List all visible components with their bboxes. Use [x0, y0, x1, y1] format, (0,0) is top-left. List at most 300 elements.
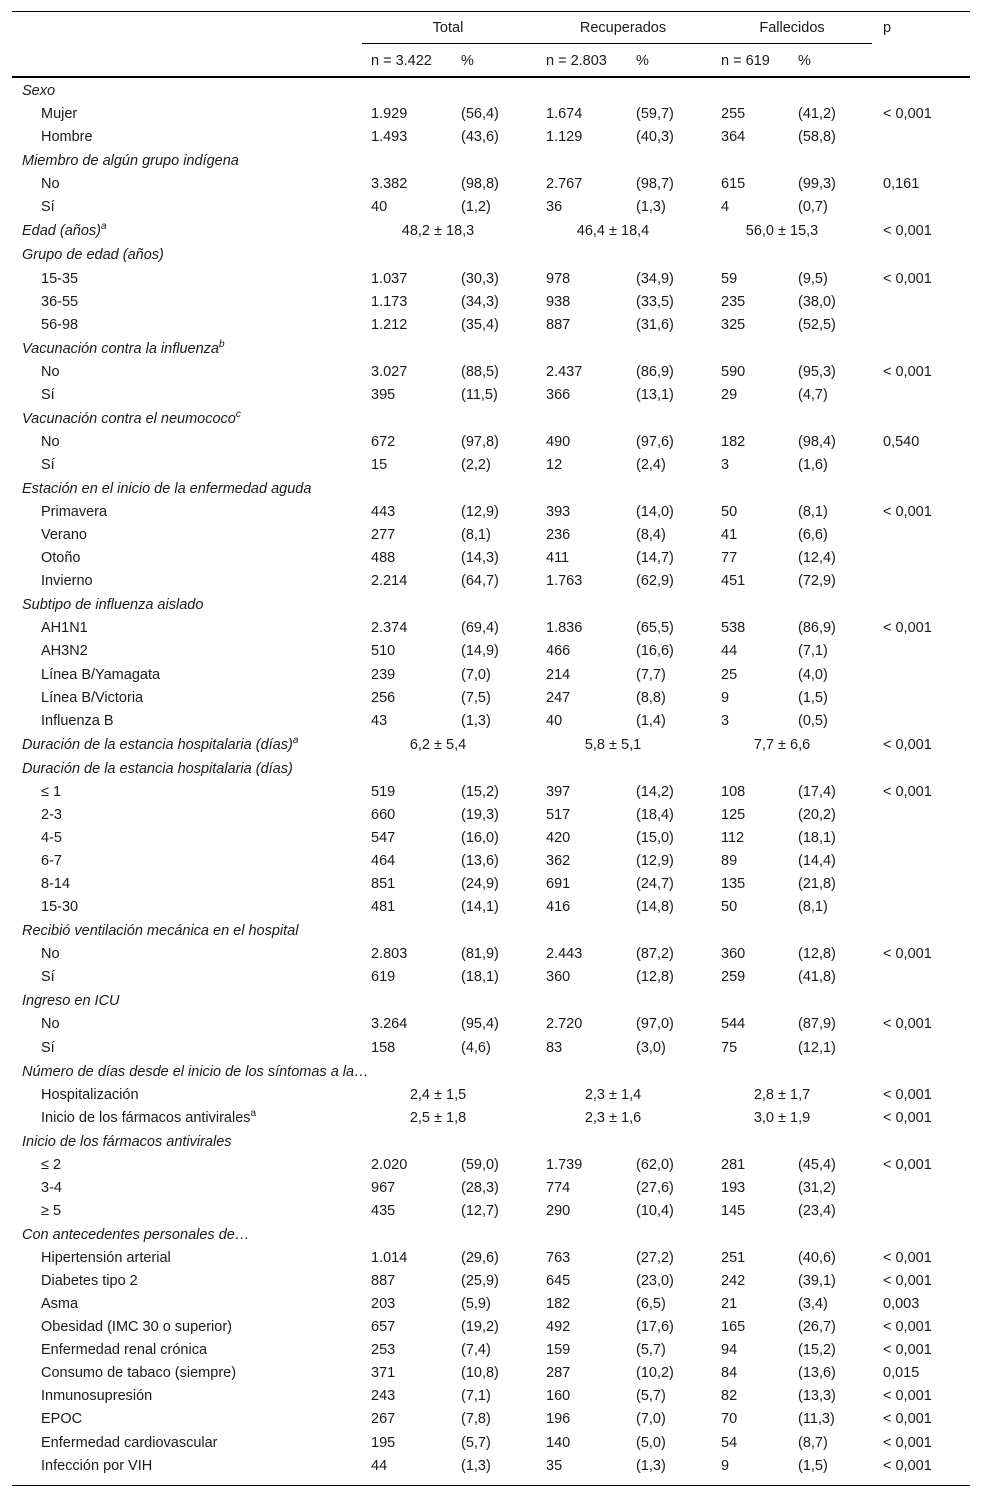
percent-cell: (34,3) — [461, 293, 499, 310]
percent-cell: (19,3) — [461, 806, 499, 823]
group-label: Estación en el inicio de la enfermedad aguda — [22, 481, 312, 497]
mean-sd-cell: 48,2 ± 18,3 — [401, 223, 475, 240]
count-cell: 239 — [371, 666, 396, 683]
count-cell: 2.803 — [371, 946, 408, 963]
percent-cell: (97,8) — [461, 433, 499, 450]
row-label: 36-55 — [41, 293, 79, 310]
percent-cell: (95,3) — [798, 363, 836, 380]
count-cell: 435 — [371, 1202, 396, 1219]
percent-cell: (87,9) — [798, 1016, 836, 1033]
mean-sd-cell: 56,0 ± 15,3 — [745, 223, 819, 240]
percent-cell: (59,7) — [636, 106, 674, 123]
percent-cell: (64,7) — [461, 573, 499, 590]
row-label: Influenza B — [41, 712, 114, 729]
mean-sd-cell: 6,2 ± 5,4 — [409, 736, 467, 753]
row-label: Infección por VIH — [41, 1457, 153, 1474]
row-label: Obesidad (IMC 30 o superior) — [41, 1319, 232, 1336]
footnote-marker: a — [250, 1107, 257, 1119]
count-cell: 416 — [546, 899, 571, 916]
percent-cell: (1,3) — [461, 1457, 491, 1474]
percent-cell: (86,9) — [798, 620, 836, 637]
count-cell: 517 — [546, 806, 571, 823]
percent-cell: (11,3) — [798, 1411, 835, 1428]
p-value-cell: < 0,001 — [883, 946, 932, 963]
count-cell: 25 — [721, 666, 738, 683]
percent-cell: (52,5) — [798, 316, 836, 333]
percent-cell: (97,6) — [636, 433, 674, 450]
row-label: Verano — [41, 527, 87, 544]
percent-cell: (14,9) — [461, 643, 499, 660]
count-cell: 135 — [721, 876, 746, 892]
count-cell: 590 — [721, 363, 746, 380]
count-cell: 182 — [721, 433, 746, 450]
percent-cell: (10,2) — [636, 1365, 674, 1382]
percent-cell: (0,7) — [798, 199, 828, 216]
count-cell: 411 — [546, 550, 570, 567]
count-cell: 44 — [371, 1457, 388, 1474]
percent-cell: (7,7) — [636, 666, 666, 683]
percent-cell: (14,7) — [636, 550, 674, 567]
p-value-cell: 0,540 — [883, 433, 920, 450]
count-cell: 466 — [546, 643, 571, 660]
count-cell: 40 — [371, 199, 388, 216]
count-cell: 236 — [546, 527, 571, 544]
row-label: Sí — [41, 969, 55, 986]
count-cell: 2.020 — [371, 1156, 408, 1173]
percent-cell: (4,6) — [461, 1039, 491, 1056]
header-total-pct: % — [461, 53, 474, 69]
mean-sd-cell: 2,4 ± 1,5 — [409, 1086, 467, 1103]
row-label: Enfermedad cardiovascular — [41, 1434, 218, 1451]
header-fallecidos-pct: % — [798, 53, 811, 69]
count-cell: 2.767 — [546, 176, 583, 193]
count-cell: 251 — [721, 1250, 746, 1266]
mean-sd-cell: 2,3 ± 1,4 — [584, 1086, 642, 1103]
count-cell: 214 — [546, 666, 571, 683]
p-value-cell: 0,015 — [883, 1365, 920, 1382]
percent-cell: (5,0) — [636, 1434, 666, 1451]
percent-cell: (97,0) — [636, 1016, 674, 1033]
count-cell: 978 — [546, 270, 571, 287]
count-cell: 3.027 — [371, 363, 408, 380]
percent-cell: (8,1) — [798, 899, 828, 916]
count-cell: 242 — [721, 1273, 746, 1290]
percent-cell: (18,1) — [798, 829, 836, 846]
count-cell: 691 — [546, 876, 571, 892]
percent-cell: (33,5) — [636, 293, 674, 310]
percent-cell: (7,1) — [798, 643, 828, 660]
count-cell: 35 — [546, 1457, 563, 1474]
row-label: Enfermedad renal crónica — [41, 1342, 208, 1359]
row-label: No — [41, 946, 60, 963]
group-label: Número de días desde el inicio de los síntomas a la… — [22, 1063, 369, 1080]
count-cell: 2.720 — [546, 1016, 583, 1033]
percent-cell: (28,3) — [461, 1179, 499, 1196]
header-total: Total — [432, 20, 464, 36]
count-cell: 94 — [721, 1342, 738, 1359]
count-cell: 360 — [546, 969, 571, 986]
count-cell: 203 — [371, 1296, 396, 1313]
count-cell: 464 — [371, 853, 396, 869]
percent-cell: (12,9) — [461, 504, 499, 521]
count-cell: 544 — [721, 1016, 746, 1033]
count-cell: 82 — [721, 1388, 738, 1405]
percent-cell: (98,4) — [798, 433, 836, 450]
count-cell: 774 — [546, 1179, 571, 1196]
count-cell: 443 — [371, 504, 396, 521]
row-label: No — [41, 433, 60, 450]
count-cell: 59 — [721, 270, 738, 287]
row-label: Línea B/Victoria — [41, 689, 144, 706]
mean-sd-cell: 5,8 ± 5,1 — [584, 736, 642, 753]
header-fallecidos: Fallecidos — [759, 20, 825, 36]
percent-cell: (95,4) — [461, 1016, 499, 1033]
count-cell: 364 — [721, 129, 746, 146]
count-cell: 112 — [721, 829, 745, 846]
count-cell: 1.674 — [546, 106, 583, 123]
percent-cell: (7,5) — [461, 689, 491, 706]
header-recuperados-pct: % — [636, 53, 649, 69]
percent-cell: (1,3) — [461, 712, 491, 729]
mean-sd-cell: 2,3 ± 1,6 — [584, 1109, 642, 1126]
count-cell: 2.443 — [546, 946, 583, 963]
row-label: EPOC — [41, 1411, 83, 1428]
p-value-cell: < 0,001 — [883, 1016, 932, 1033]
percent-cell: (13,6) — [461, 853, 499, 869]
count-cell: 1.763 — [546, 573, 583, 590]
percent-cell: (3,0) — [636, 1039, 666, 1056]
percent-cell: (26,7) — [798, 1319, 836, 1336]
percent-cell: (35,4) — [461, 316, 499, 333]
percent-cell: (2,2) — [461, 457, 491, 473]
count-cell: 83 — [546, 1039, 563, 1056]
table-bottom-rule — [12, 1485, 970, 1486]
count-cell: 235 — [721, 293, 746, 310]
row-label: Inmunosupresión — [41, 1388, 153, 1405]
group-label: Vacunación contra la influenza$^b$ — [22, 338, 225, 357]
row-label: Consumo de tabaco (siempre) — [41, 1365, 237, 1382]
count-cell: 44 — [721, 643, 738, 660]
count-cell: 490 — [546, 433, 571, 450]
p-value-cell: < 0,001 — [883, 1457, 932, 1474]
count-cell: 371 — [371, 1365, 396, 1382]
percent-cell: (20,2) — [798, 806, 836, 823]
count-cell: 195 — [371, 1434, 396, 1451]
percent-cell: (15,2) — [461, 783, 499, 800]
group-label: Vacunación contra el neumococo$^c$ — [22, 408, 241, 427]
percent-cell: (16,6) — [636, 643, 674, 660]
count-cell: 1.014 — [371, 1250, 408, 1266]
group-label: Edad (años)$^a$ — [22, 221, 107, 240]
percent-cell: (18,4) — [636, 806, 674, 823]
p-value-cell: 0,161 — [883, 176, 920, 193]
count-cell: 77 — [721, 550, 738, 567]
count-cell: 451 — [721, 573, 746, 590]
count-cell: 140 — [546, 1434, 571, 1451]
percent-cell: (41,8) — [798, 969, 836, 986]
count-cell: 887 — [371, 1273, 396, 1290]
row-label: No — [41, 176, 60, 193]
percent-cell: (1,6) — [798, 457, 828, 473]
group-label: Duración de la estancia hospitalaria (días) — [22, 760, 293, 777]
count-cell: 660 — [371, 806, 396, 823]
percent-cell: (7,1) — [461, 1388, 491, 1405]
percent-cell: (62,9) — [636, 573, 674, 590]
count-cell: 672 — [371, 433, 396, 450]
count-cell: 619 — [371, 969, 396, 986]
count-cell: 3.382 — [371, 176, 408, 193]
percent-cell: (39,1) — [798, 1273, 836, 1290]
count-cell: 420 — [546, 829, 571, 846]
count-cell: 290 — [546, 1202, 571, 1219]
percent-cell: (5,7) — [636, 1342, 666, 1359]
percent-cell: (8,1) — [798, 504, 828, 521]
count-cell: 1.037 — [371, 270, 408, 287]
count-cell: 193 — [721, 1179, 746, 1196]
count-cell: 267 — [371, 1411, 396, 1428]
count-cell: 253 — [371, 1342, 396, 1359]
count-cell: 366 — [546, 386, 571, 403]
count-cell: 50 — [721, 504, 738, 521]
p-value-cell: < 0,001 — [883, 270, 932, 287]
percent-cell: (1,5) — [798, 1457, 828, 1474]
percent-cell: (14,2) — [636, 783, 674, 800]
group-label: Subtipo de influenza aislado — [22, 597, 204, 614]
percent-cell: (2,4) — [636, 457, 666, 473]
count-cell: 70 — [721, 1411, 738, 1428]
percent-cell: (62,0) — [636, 1156, 674, 1173]
group-label: Duración de la estancia hospitalaria (días)$^a$ — [22, 734, 299, 753]
row-label: Primavera — [41, 504, 108, 521]
count-cell: 40 — [546, 712, 563, 729]
percent-cell: (17,4) — [798, 783, 836, 800]
footnote-marker: c — [235, 408, 241, 420]
percent-cell: (41,2) — [798, 106, 836, 123]
percent-cell: (14,1) — [461, 899, 499, 916]
percent-cell: (24,9) — [461, 876, 499, 892]
count-cell: 108 — [721, 783, 746, 800]
percent-cell: (4,0) — [798, 666, 828, 683]
percent-cell: (87,2) — [636, 946, 674, 963]
row-label: No — [41, 1016, 60, 1033]
group-label: Recibió ventilación mecánica en el hospital — [22, 923, 299, 940]
mean-sd-cell: 2,5 ± 1,8 — [409, 1109, 467, 1126]
count-cell: 395 — [371, 386, 396, 403]
row-label: Sí — [41, 1039, 55, 1056]
count-cell: 9 — [721, 689, 730, 706]
percent-cell: (19,2) — [461, 1319, 499, 1336]
percent-cell: (7,4) — [461, 1342, 491, 1359]
percent-cell: (16,0) — [461, 829, 499, 846]
row-label: Hospitalización — [41, 1086, 139, 1103]
count-cell: 54 — [721, 1434, 738, 1451]
percent-cell: (23,0) — [636, 1273, 674, 1290]
count-cell: 196 — [546, 1411, 571, 1428]
mean-sd-cell: 7,7 ± 6,6 — [753, 736, 811, 753]
count-cell: 763 — [546, 1250, 571, 1266]
percent-cell: (14,0) — [636, 504, 674, 521]
header-total-n: n = 3.422 — [371, 53, 432, 69]
footnote-marker: a — [292, 734, 299, 746]
count-cell: 1.173 — [371, 293, 408, 310]
percent-cell: (23,4) — [798, 1202, 836, 1219]
count-cell: 255 — [721, 106, 746, 123]
count-cell: 182 — [546, 1296, 571, 1313]
count-cell: 287 — [546, 1365, 571, 1382]
mean-sd-cell: 3,0 ± 1,9 — [753, 1109, 811, 1126]
percent-cell: (88,5) — [461, 363, 499, 380]
count-cell: 3.264 — [371, 1016, 408, 1033]
count-cell: 15 — [371, 457, 388, 473]
header-fallecidos-n: n = 619 — [721, 53, 770, 69]
mean-sd-cell: 2,8 ± 1,7 — [753, 1086, 811, 1103]
percent-cell: (12,7) — [461, 1202, 499, 1219]
count-cell: 12 — [546, 457, 563, 473]
count-cell: 645 — [546, 1273, 571, 1290]
count-cell: 159 — [546, 1342, 571, 1359]
percent-cell: (98,7) — [636, 176, 674, 193]
row-label: Sí — [41, 386, 55, 403]
count-cell: 247 — [546, 689, 571, 706]
row-label: Invierno — [41, 573, 93, 590]
percent-cell: (12,1) — [798, 1039, 836, 1056]
count-cell: 259 — [721, 969, 746, 986]
count-cell: 2.374 — [371, 620, 408, 637]
count-cell: 3 — [721, 712, 730, 729]
table-top-rule — [12, 11, 970, 12]
count-cell: 519 — [371, 783, 396, 800]
group-label: Miembro de algún grupo indígena — [22, 153, 239, 170]
p-value-cell: < 0,001 — [883, 106, 932, 123]
percent-cell: (21,8) — [798, 876, 836, 892]
percent-cell: (8,8) — [636, 689, 666, 706]
percent-cell: (8,4) — [636, 527, 666, 544]
row-label: Línea B/Yamagata — [41, 666, 161, 683]
p-value-cell: < 0,001 — [883, 620, 932, 637]
row-label: ≤ 1 — [41, 783, 62, 800]
count-cell: 89 — [721, 853, 738, 869]
row-label: 6-7 — [41, 853, 62, 869]
percent-cell: (10,8) — [461, 1365, 499, 1382]
percent-cell: (5,7) — [461, 1434, 491, 1451]
row-label: 15-30 — [41, 899, 79, 916]
count-cell: 43 — [371, 712, 388, 729]
percent-cell: (13,1) — [636, 386, 674, 403]
percent-cell: (69,4) — [461, 620, 499, 637]
percent-cell: (27,2) — [636, 1250, 674, 1266]
percent-cell: (6,6) — [798, 527, 828, 544]
count-cell: 277 — [371, 527, 396, 544]
row-label: AH3N2 — [41, 643, 88, 660]
count-cell: 2.437 — [546, 363, 583, 380]
count-cell: 1.129 — [546, 129, 583, 146]
percent-cell: (12,8) — [636, 969, 674, 986]
percent-cell: (86,9) — [636, 363, 674, 380]
row-label: ≤ 2 — [41, 1156, 62, 1173]
percent-cell: (98,8) — [461, 176, 499, 193]
percent-cell: (14,4) — [798, 853, 836, 869]
count-cell: 84 — [721, 1365, 738, 1382]
row-label: Sí — [41, 199, 55, 216]
percent-cell: (10,4) — [636, 1202, 674, 1219]
p-value-cell: < 0,001 — [883, 736, 932, 753]
percent-cell: (81,9) — [461, 946, 499, 963]
count-cell: 1.739 — [546, 1156, 583, 1173]
count-cell: 75 — [721, 1039, 738, 1056]
count-cell: 547 — [371, 829, 396, 846]
percent-cell: (12,9) — [636, 853, 674, 869]
percent-cell: (1,5) — [798, 689, 828, 706]
row-label: ≥ 5 — [41, 1202, 62, 1219]
count-cell: 2.214 — [371, 573, 408, 590]
percent-cell: (18,1) — [461, 969, 499, 986]
percent-cell: (4,7) — [798, 386, 828, 403]
count-cell: 362 — [546, 853, 571, 869]
mean-sd-cell: 46,4 ± 18,4 — [576, 223, 650, 240]
count-cell: 160 — [546, 1388, 571, 1405]
p-value-cell: < 0,001 — [883, 1156, 932, 1173]
percent-cell: (15,0) — [636, 829, 674, 846]
percent-cell: (1,3) — [636, 1457, 666, 1474]
p-value-cell: < 0,001 — [883, 1388, 932, 1405]
row-label: 3-4 — [41, 1179, 62, 1196]
count-cell: 615 — [721, 176, 746, 193]
row-label: Mujer — [41, 106, 78, 123]
p-value-cell: < 0,001 — [883, 223, 932, 240]
p-value-cell: < 0,001 — [883, 1319, 932, 1336]
row-label: Asma — [41, 1296, 79, 1313]
p-value-cell: < 0,001 — [883, 1109, 932, 1126]
row-label: AH1N1 — [41, 620, 88, 637]
percent-cell: (59,0) — [461, 1156, 499, 1173]
count-cell: 1.836 — [546, 620, 583, 637]
percent-cell: (14,8) — [636, 899, 674, 916]
count-cell: 256 — [371, 689, 396, 706]
percent-cell: (45,4) — [798, 1156, 836, 1173]
count-cell: 887 — [546, 316, 571, 333]
row-label: 56-98 — [41, 316, 79, 333]
percent-cell: (0,5) — [798, 712, 828, 729]
percent-cell: (7,0) — [461, 666, 491, 683]
percent-cell: (9,5) — [798, 270, 828, 287]
header-recuperados: Recuperados — [579, 20, 667, 36]
count-cell: 9 — [721, 1457, 730, 1474]
percent-cell: (14,3) — [461, 550, 499, 567]
percent-cell: (6,5) — [636, 1296, 666, 1313]
percent-cell: (65,5) — [636, 620, 674, 637]
count-cell: 125 — [721, 806, 746, 823]
footnote-marker: b — [218, 338, 225, 350]
count-cell: 397 — [546, 783, 571, 800]
count-cell: 21 — [721, 1296, 738, 1313]
count-cell: 393 — [546, 504, 571, 521]
percent-cell: (15,2) — [798, 1342, 836, 1359]
percent-cell: (40,3) — [636, 129, 674, 146]
count-cell: 281 — [721, 1156, 746, 1173]
group-label: Sexo — [22, 83, 56, 99]
count-cell: 3 — [721, 457, 730, 473]
p-value-cell: 0,003 — [883, 1296, 920, 1313]
percent-cell: (11,5) — [461, 386, 498, 403]
percent-cell: (8,1) — [461, 527, 491, 544]
count-cell: 165 — [721, 1319, 746, 1336]
count-cell: 29 — [721, 386, 738, 403]
p-value-cell: < 0,001 — [883, 1342, 932, 1359]
percent-cell: (27,6) — [636, 1179, 674, 1196]
header-bottom-rule — [12, 76, 970, 78]
count-cell: 938 — [546, 293, 571, 310]
row-label: No — [41, 363, 60, 380]
